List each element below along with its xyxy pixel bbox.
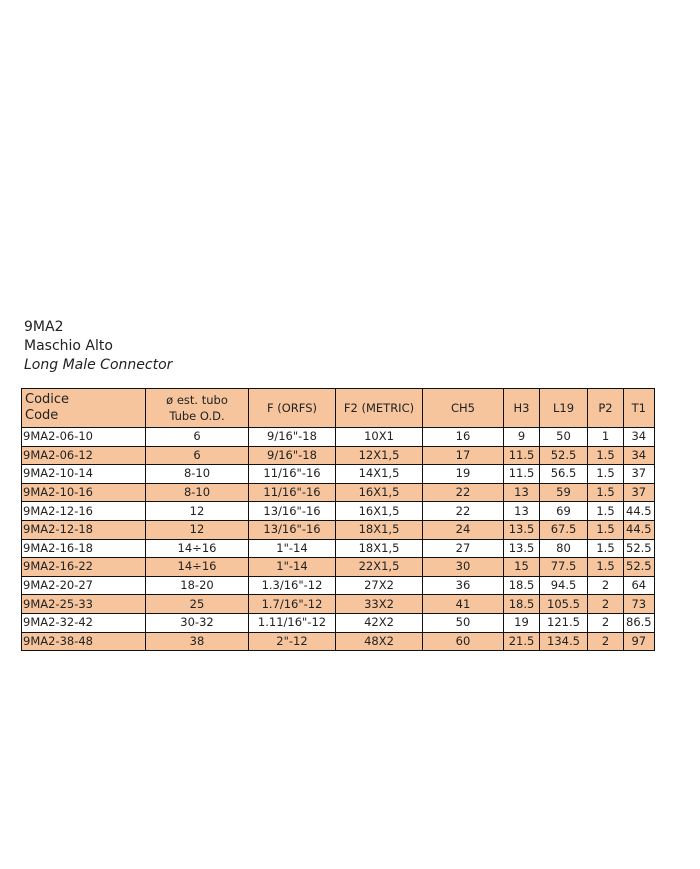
cell-f-orfs: 1.7/16"-12 (249, 595, 336, 614)
cell-l19: 56.5 (540, 465, 588, 484)
cell-f2-metric: 12X1,5 (336, 446, 423, 465)
cell-f-orfs: 13/16"-16 (249, 502, 336, 521)
cell-t1: 34 (624, 428, 655, 447)
cell-code: 9MA2-32-42 (22, 613, 146, 632)
cell-f2-metric: 42X2 (336, 613, 423, 632)
cell-l19: 69 (540, 502, 588, 521)
product-name-italian: Maschio Alto (24, 338, 113, 354)
cell-l19: 121.5 (540, 613, 588, 632)
cell-t1: 37 (624, 483, 655, 502)
cell-t1: 37 (624, 465, 655, 484)
cell-code: 9MA2-16-18 (22, 539, 146, 558)
cell-tube-od: 25 (146, 595, 249, 614)
header-tube-od-it: ø est. tubo (166, 393, 228, 407)
cell-f2-metric: 33X2 (336, 595, 423, 614)
table-row (22, 632, 655, 651)
cell-p2: 2 (588, 632, 624, 651)
cell-code: 9MA2-12-18 (22, 520, 146, 539)
cell-ch5: 19 (423, 465, 504, 484)
cell-f-orfs: 13/16"-16 (249, 520, 336, 539)
header-h3: H3 (504, 389, 540, 428)
cell-h3: 11.5 (504, 446, 540, 465)
cell-tube-od: 38 (146, 632, 249, 651)
cell-code: 9MA2-10-14 (22, 465, 146, 484)
cell-p2: 1.5 (588, 558, 624, 577)
header-l19: L19 (540, 389, 588, 428)
cell-h3: 19 (504, 613, 540, 632)
cell-t1: 64 (624, 576, 655, 595)
table-row (22, 483, 655, 502)
cell-h3: 13 (504, 483, 540, 502)
cell-code: 9MA2-38-48 (22, 632, 146, 651)
cell-code: 9MA2-06-12 (22, 446, 146, 465)
cell-t1: 44.5 (624, 502, 655, 521)
product-heading (24, 318, 172, 375)
cell-code: 9MA2-16-22 (22, 558, 146, 577)
cell-h3: 13 (504, 502, 540, 521)
table-row (22, 446, 655, 465)
cell-f2-metric: 27X2 (336, 576, 423, 595)
header-f2-metric: F2 (METRIC) (336, 389, 423, 428)
cell-l19: 67.5 (540, 520, 588, 539)
header-p2: P2 (588, 389, 624, 428)
cell-h3: 18.5 (504, 595, 540, 614)
cell-code: 9MA2-25-33 (22, 595, 146, 614)
cell-l19: 52.5 (540, 446, 588, 465)
cell-code: 9MA2-20-27 (22, 576, 146, 595)
cell-t1: 86.5 (624, 613, 655, 632)
cell-f-orfs: 1"-14 (249, 558, 336, 577)
table-row (22, 613, 655, 632)
header-code-en: Code (25, 408, 59, 423)
cell-f-orfs: 9/16"-18 (249, 428, 336, 447)
cell-l19: 105.5 (540, 595, 588, 614)
header-tube-od-en: Tube O.D. (169, 409, 225, 423)
table-row (22, 595, 655, 614)
cell-code: 9MA2-06-10 (22, 428, 146, 447)
cell-tube-od: 30-32 (146, 613, 249, 632)
cell-tube-od: 12 (146, 520, 249, 539)
header-t1: T1 (624, 389, 655, 428)
cell-t1: 52.5 (624, 558, 655, 577)
cell-p2: 1.5 (588, 520, 624, 539)
cell-l19: 77.5 (540, 558, 588, 577)
cell-ch5: 30 (423, 558, 504, 577)
cell-l19: 134.5 (540, 632, 588, 651)
cell-l19: 94.5 (540, 576, 588, 595)
cell-p2: 2 (588, 576, 624, 595)
cell-t1: 34 (624, 446, 655, 465)
spec-table-body (22, 428, 655, 651)
cell-f2-metric: 22X1,5 (336, 558, 423, 577)
cell-t1: 73 (624, 595, 655, 614)
cell-l19: 59 (540, 483, 588, 502)
cell-t1: 52.5 (624, 539, 655, 558)
cell-p2: 2 (588, 595, 624, 614)
cell-ch5: 41 (423, 595, 504, 614)
cell-p2: 1.5 (588, 446, 624, 465)
cell-f-orfs: 1.3/16"-12 (249, 576, 336, 595)
header-row (22, 389, 655, 428)
cell-p2: 1.5 (588, 483, 624, 502)
cell-tube-od: 14÷16 (146, 539, 249, 558)
cell-l19: 80 (540, 539, 588, 558)
header-f-orfs: F (ORFS) (249, 389, 336, 428)
cell-ch5: 24 (423, 520, 504, 539)
spec-table (21, 388, 655, 651)
cell-h3: 11.5 (504, 465, 540, 484)
cell-tube-od: 8-10 (146, 483, 249, 502)
cell-h3: 21.5 (504, 632, 540, 651)
cell-p2: 1.5 (588, 539, 624, 558)
cell-f2-metric: 16X1,5 (336, 483, 423, 502)
cell-ch5: 22 (423, 483, 504, 502)
cell-f-orfs: 9/16"-18 (249, 446, 336, 465)
cell-h3: 9 (504, 428, 540, 447)
cell-ch5: 16 (423, 428, 504, 447)
cell-f-orfs: 1"-14 (249, 539, 336, 558)
cell-f2-metric: 48X2 (336, 632, 423, 651)
cell-h3: 18.5 (504, 576, 540, 595)
cell-tube-od: 14÷16 (146, 558, 249, 577)
table-row (22, 520, 655, 539)
cell-ch5: 22 (423, 502, 504, 521)
cell-h3: 13.5 (504, 539, 540, 558)
cell-p2: 1.5 (588, 502, 624, 521)
cell-ch5: 60 (423, 632, 504, 651)
cell-tube-od: 6 (146, 428, 249, 447)
cell-h3: 15 (504, 558, 540, 577)
cell-f-orfs: 11/16"-16 (249, 483, 336, 502)
table-row (22, 558, 655, 577)
table-row (22, 465, 655, 484)
cell-ch5: 50 (423, 613, 504, 632)
cell-tube-od: 8-10 (146, 465, 249, 484)
header-ch5: CH5 (423, 389, 504, 428)
cell-tube-od: 12 (146, 502, 249, 521)
table-row (22, 428, 655, 447)
product-code: 9MA2 (24, 319, 64, 335)
cell-l19: 50 (540, 428, 588, 447)
cell-p2: 1 (588, 428, 624, 447)
cell-p2: 1.5 (588, 465, 624, 484)
cell-h3: 13.5 (504, 520, 540, 539)
cell-code: 9MA2-12-16 (22, 502, 146, 521)
cell-f-orfs: 11/16"-16 (249, 465, 336, 484)
header-code-it: Codice (25, 392, 70, 407)
cell-f2-metric: 16X1,5 (336, 502, 423, 521)
cell-t1: 44.5 (624, 520, 655, 539)
cell-f2-metric: 14X1,5 (336, 465, 423, 484)
cell-ch5: 17 (423, 446, 504, 465)
table-row (22, 502, 655, 521)
cell-f2-metric: 10X1 (336, 428, 423, 447)
cell-f-orfs: 1.11/16"-12 (249, 613, 336, 632)
header-tube-od (146, 389, 249, 428)
cell-code: 9MA2-10-16 (22, 483, 146, 502)
cell-f-orfs: 2"-12 (249, 632, 336, 651)
product-name-english: Long Male Connector (24, 357, 173, 373)
cell-t1: 97 (624, 632, 655, 651)
cell-ch5: 27 (423, 539, 504, 558)
cell-p2: 2 (588, 613, 624, 632)
cell-tube-od: 18-20 (146, 576, 249, 595)
cell-tube-od: 6 (146, 446, 249, 465)
table-row (22, 539, 655, 558)
header-code (22, 389, 146, 428)
cell-ch5: 36 (423, 576, 504, 595)
cell-f2-metric: 18X1,5 (336, 539, 423, 558)
cell-f2-metric: 18X1,5 (336, 520, 423, 539)
table-row (22, 576, 655, 595)
